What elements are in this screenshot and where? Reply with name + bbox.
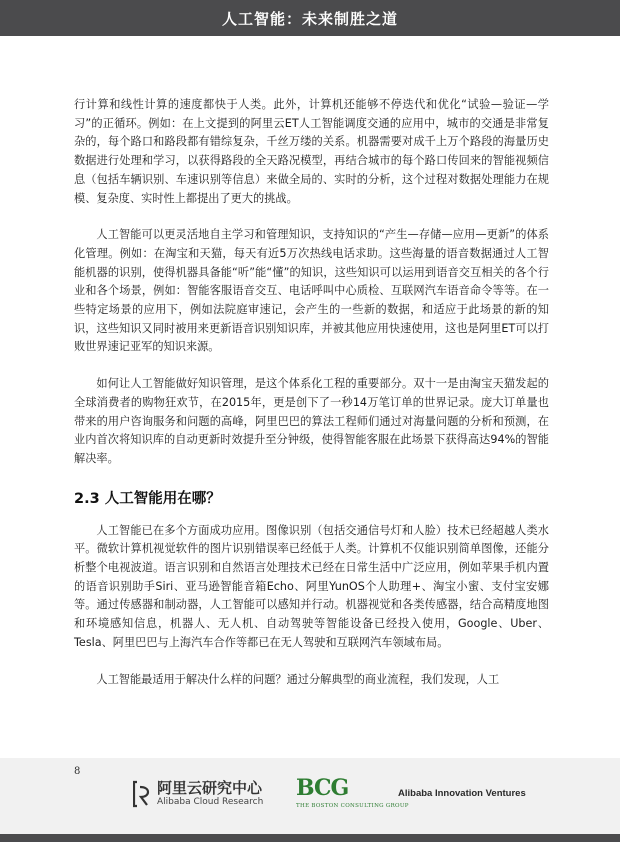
document-title: 人工智能：未来制胜之道 — [221, 9, 398, 28]
paragraph-5: 人工智能最适用于解决什么样的问题？通过分解典型的商业流程，我们发现，人工 — [96, 672, 500, 686]
paragraph-2: 人工智能可以更灵活地自主学习和管理知识，支持知识的“产生—存储—应用—更新”的体系化管理。例如：在淘宝和天猫，每天有近5万次热线电话求助。这些海量的语音数据通过人工智能机器的识别，使得机器具备能“听”能“懂”的知识，这些知识可以运用到语音交互相关的各个行业和各个场景，例如：智能客服语音交互、电话呼叫中心质检、互联网汽车语音命令等等。在一些特定场景的应用下，例如法院庭审速记，会产生的一些新的数据，和适应于此场景的新的知识，这些知识又同时被用来更新语音识别知识库，并被其他应用快速使用，这也是阿里ET可以打败世界速记亚军的知识来源。 — [74, 228, 549, 354]
paragraph-1: 行计算和线性计算的速度都快于人类。此外，计算机还能够不停迭代和优化“试验—验证—学习”的正循环。例如：在上文提到的阿里云ET人工智能调度交通的应用中，城市的交通是非常复杂的，每个路口和路段都有错综复杂，千丝万缕的关系。机器需要对成千上万个路段的海量历史数据进行处理和学习，以获得路段的全天路况模型，再结合城市的每个路口传回来的智能视频信息（包括车辆识别、车速识别等信息）来做全局的、实时的分析，这个过程对数据处理能力在规模、复杂度、实时性上都提出了更大的挑战。 — [74, 98, 549, 205]
main-content — [74, 96, 549, 707]
alibaba-cn-name: 阿里云研究中心 — [157, 779, 263, 797]
header-bar — [0, 0, 620, 36]
page-number: 8 — [74, 766, 81, 777]
alibaba-en-name: Alibaba Cloud Research — [157, 797, 264, 807]
alibaba-innovation-ventures-logo: Alibaba Innovation Ventures — [398, 788, 526, 799]
bcg-subtitle: THE BOSTON CONSULTING GROUP — [296, 803, 409, 809]
section-heading: 2.3 人工智能用在哪？ — [74, 490, 221, 507]
bottom-strip — [0, 834, 620, 842]
paragraph-4: 人工智能已在多个方面成功应用。图像识别（包括交通信号灯和人脸）技术已经超越人类水平。微软计算机视觉软件的图片识别错误率已经低于人类。计算机不仅能识别简单图像，还能分析整个电视波道。语言识别和自然语言处理技术已经在日常生活中广泛应用，例如苹果手机内置的语音识别助手Siri、亚马逊智能音箱Echo、阿里YunOS个人助理+、淘宝小蜜、支付宝安娜等。通过传感器和制动器，人工智能可以感知并行动。机器视觉和各类传感器，结合高精度地图和环境感知信息，机器人、无人机、自动驾驶等智能设备已经投入使用，Google、Uber、Tesla、阿里巴巴与上海汽车合作等都已在无人驾驶和互联网汽车领域布局。 — [74, 523, 549, 649]
bcg-logo — [296, 776, 409, 809]
alibaba-cloud-research-logo — [133, 779, 263, 809]
bcg-letters: BCG — [296, 775, 349, 801]
footer — [0, 758, 620, 834]
paragraph-3: 如何让人工智能做好知识管理，是这个体系化工程的重要部分。双十一是由淘宝天猫发起的全球消费者的购物狂欢节，在2015年，更是创下了一秒14万笔订单的世界记录。庞大订单量也带来的用户咨询服务和问题的高峰，阿里巴巴的算法工程师们通过对海量问题的分析和预测，在业内首次将知识库的自动更新时效提升至分钟级，使得智能客服在此场景下获得高达94%的智能解决率。 — [74, 377, 549, 465]
alibaba-bracket-icon — [133, 779, 151, 809]
